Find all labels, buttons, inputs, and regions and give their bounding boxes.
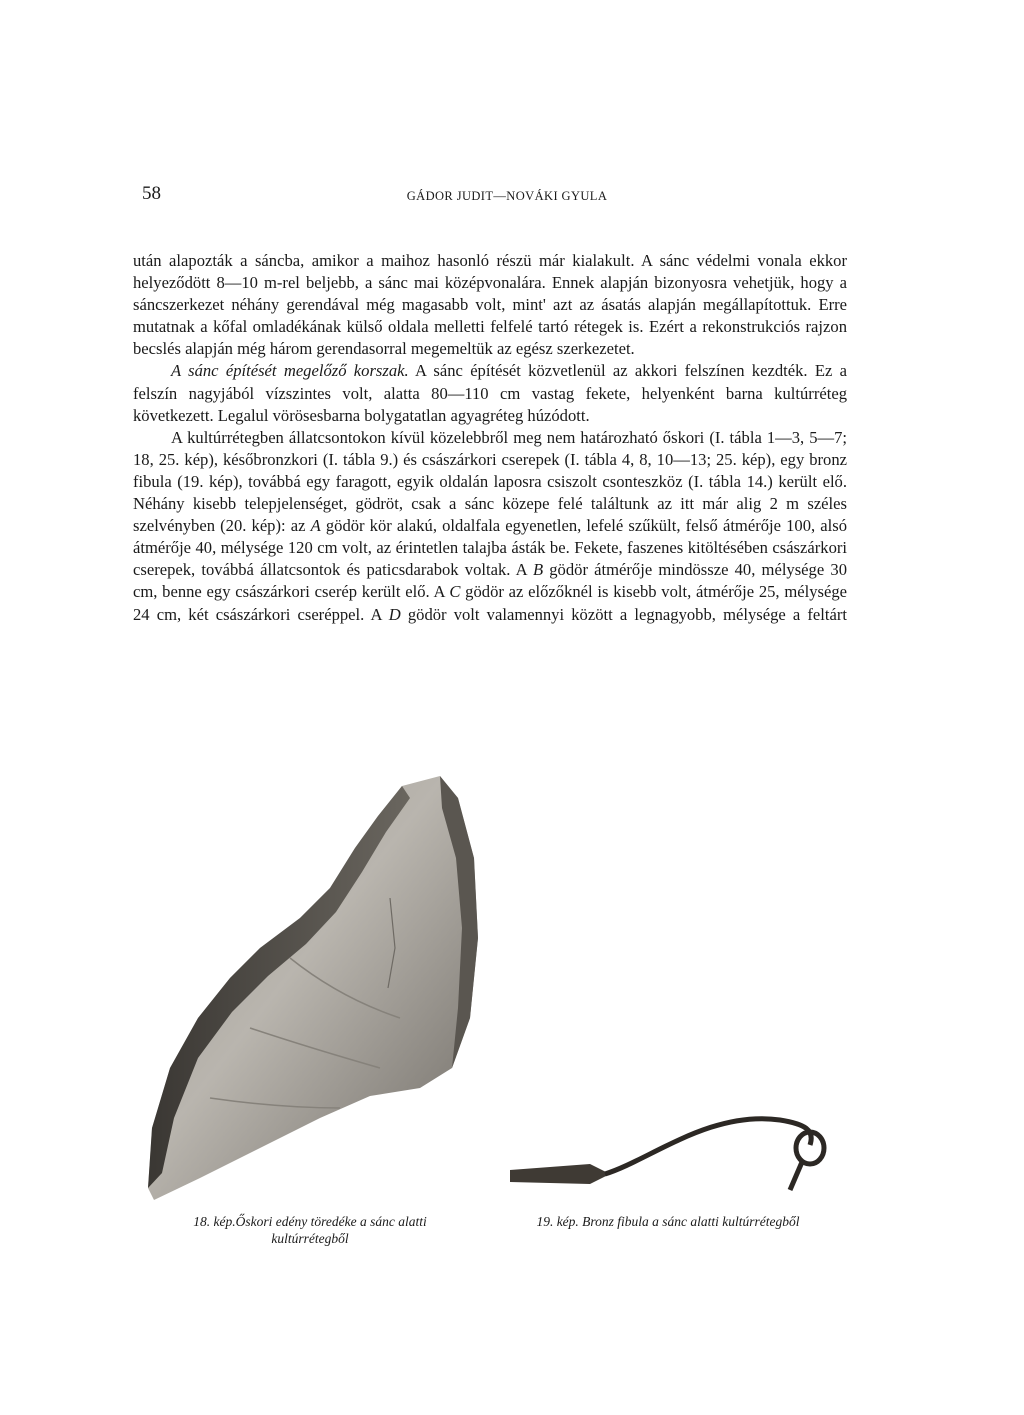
figure-18-caption-line-2: kultúrrétegből	[271, 1231, 349, 1246]
paragraph-3-text-a: A kultúrrétegben állatcsontokon kívül közelebbről meg nem határozható őskori (I. tábla 1—3, 5—7; 18, 25. kép), későbronzkori (I. tábla 9.) és császárkori cserepek (I. tábla 4, 8, 10—13; 25. kép), egy bronz fibula (19. kép), továbbá egy faragott, egyik oldalán laposra csiszolt csonteszköz (I. tábla 14.) került elő. Néhány kisebb telepjelenséget, gödröt, csak a sánc közepe felé találtunk az itt már alig 2 m széles szelvényben (20. kép): az	[133, 427, 847, 536]
bronze-fibula-photo	[480, 1100, 850, 1200]
paragraph-3-text-e: gödör volt valamennyi között a legnagyobb, mélysége a feltárt	[400, 604, 847, 624]
paragraph-1: után alapozták a sáncba, amikor a maihoz hasonló részü már kialakult. A sánc védelmi vonala ekkor helyeződött 8—10 m-rel beljebb, a sánc mai középvonalára. Ennek alapján bizonyosra vehetjük, hogy a sáncszerkezet néhány gerendával még magasabb volt, mint' azt az ásatás alapján megállapítottuk. Erre mutatnak a kőfal omladékának külső oldala melletti felfelé tartó rétegek is. Ezért a rekonstrukciós rajzon becslés alapján még három gerendasorral megemeltük az egész szerkezetet.	[133, 251, 847, 359]
pit-label-c: C	[449, 582, 461, 602]
body-text	[133, 250, 847, 626]
pit-label-b: B	[532, 560, 544, 580]
section-heading: A sánc építését megelőző korszak.	[171, 361, 409, 381]
paragraph-2-text: A sánc építését közvetlenül az akkori felszínen kezdték. Ez a felszín nagyjából vízszintes volt, alatta 80—110 cm vastag fekete, helyenként barna kultúrréteg következett. Legalul vörösesbarna bolygatatlan agyagréteg húzódott.	[133, 361, 848, 425]
figure-18-caption-line-1: 18. kép.Őskori edény töredéke a sánc alatti	[193, 1214, 427, 1229]
figure-18-caption	[125, 1213, 495, 1247]
figure-19-caption: 19. kép. Bronz fibula a sánc alatti kultúrrétegből	[536, 1214, 800, 1229]
paragraph-3-text-d: gödör az előzőknél is kisebb volt, átmérője 25, mélysége 24 cm, két császárkori cseréppel. A	[133, 582, 847, 624]
pit-label-a: A	[310, 516, 321, 536]
paragraph-2	[133, 360, 847, 426]
paragraph-3-text-c: gödör átmérője mindössze 40, mélysége 30 cm, benne egy császárkori cserép került elő. A	[133, 560, 847, 602]
running-head: GÁDOR JUDIT—NOVÁKI GYULA	[406, 189, 608, 203]
paragraph-3	[133, 427, 847, 626]
page-number: 58	[142, 183, 161, 204]
pit-label-d: D	[388, 604, 401, 624]
pottery-sherd-photo	[140, 768, 480, 1206]
paragraph-3-text-b: gödör kör alakú, oldalfala egyenetlen, lefelé szűkült, felső átmérője 100, alsó átmérője 40, mélysége 120 cm volt, az érintetlen talajba ásták be. Fekete, faszenes kitöltésében császárkori cserepek, továbbá állatcsontok és paticsdarabok voltak. A	[133, 516, 848, 580]
